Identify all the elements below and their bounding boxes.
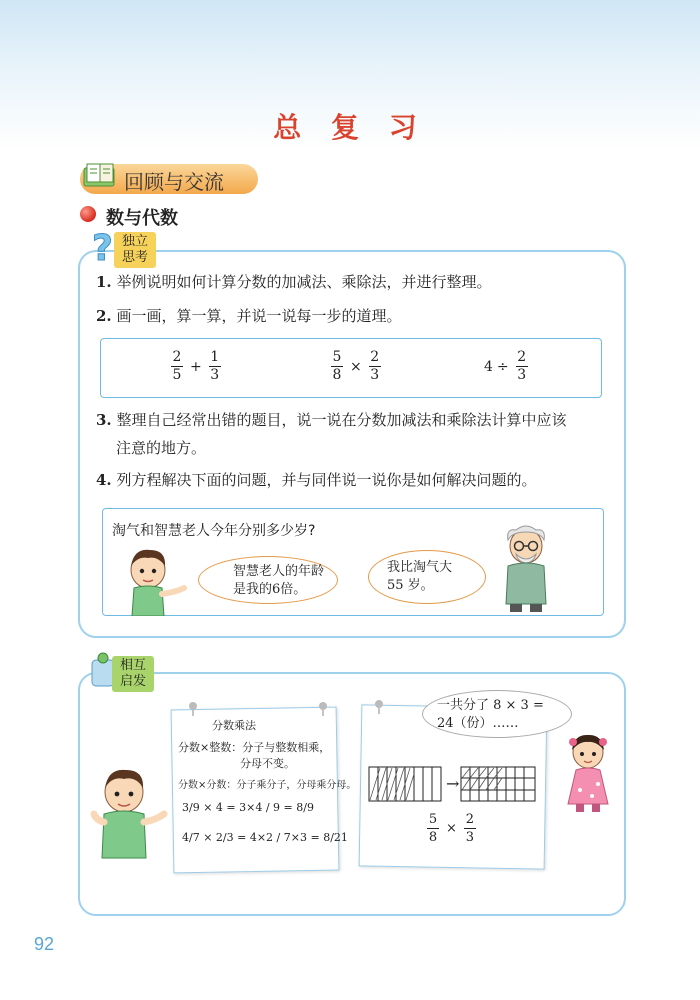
note-rule-2: 分数×分数：分子乘分子，分母乘分母。 xyxy=(178,780,357,791)
svg-text:?: ? xyxy=(92,228,113,266)
operator: + xyxy=(190,358,202,375)
badge-line-2: 思考 xyxy=(121,250,148,265)
page-title: 总 复 习 xyxy=(273,111,427,144)
note-example-1: 3/9 × 4 = 3×4 / 9 = 8/9 xyxy=(182,801,314,814)
question-text: 画一画，算一算，并说一说每一步的道理。 xyxy=(116,307,402,325)
girl-illustration xyxy=(560,730,618,814)
bubble-line: 一共分了 8 × 3 = xyxy=(437,698,544,713)
bubble-line: 55 岁。 xyxy=(387,578,434,593)
section-bullet-icon xyxy=(80,206,96,222)
girl-speech-bubble xyxy=(422,690,572,738)
badge-line-1: 独立 xyxy=(121,234,148,249)
area-model-right xyxy=(460,766,536,802)
wise-elder-illustration xyxy=(494,522,558,614)
boy-illustration xyxy=(118,544,192,616)
note-rule-1: 分数×整数：分子与整数相乘， xyxy=(178,741,331,754)
book-icon xyxy=(82,160,116,190)
note-expression: 5 8 × 2 3 xyxy=(428,812,475,845)
mutual-badge xyxy=(112,656,154,692)
boy-speech-bubble xyxy=(198,556,338,604)
expression-2: 5 8 × 2 3 xyxy=(332,349,380,383)
expression-3: 4 ÷ 2 3 xyxy=(484,349,527,383)
pushpin-icon xyxy=(318,702,328,716)
question-number: 2. xyxy=(96,307,112,325)
question-1 xyxy=(96,268,491,296)
note-example-2: 4/7 × 2/3 = 4×2 / 7×3 = 8/21 xyxy=(182,831,348,844)
story-question: 淘气和智慧老人今年分别多少岁? xyxy=(112,523,316,539)
question-text-cont: 注意的地方。 xyxy=(116,439,207,457)
question-2 xyxy=(96,302,401,330)
badge-line-1: 相互 xyxy=(119,658,146,673)
question-text: 列方程解决下面的问题，并与同伴说一说你是如何解决问题的。 xyxy=(116,471,537,489)
operator: × xyxy=(350,358,362,375)
independent-badge xyxy=(114,232,156,268)
review-tag-label: 回顾与交流 xyxy=(124,170,224,194)
operator: ÷ xyxy=(496,358,509,375)
badge-line-2: 启发 xyxy=(119,674,146,689)
note-heading: 分数乘法 xyxy=(212,719,256,732)
whole-number: 4 xyxy=(484,358,493,375)
area-model-left xyxy=(368,766,442,802)
expression-1: 2 5 + 1 3 xyxy=(172,349,220,383)
note-rule-1b: 分母不变。 xyxy=(240,757,295,770)
question-text: 整理自己经常出错的题目，说一说在分数加减法和乘除法计算中应该 xyxy=(116,411,567,429)
arrow-icon: → xyxy=(446,774,460,793)
bubble-line: 智慧老人的年龄 xyxy=(233,564,325,579)
question-number: 3. xyxy=(96,411,112,429)
operator: × xyxy=(446,821,457,836)
question-number: 1. xyxy=(96,273,112,291)
question-3 xyxy=(96,406,596,462)
page-number: 92 xyxy=(34,934,55,954)
pushpin-icon xyxy=(188,702,198,716)
section-heading: 数与代数 xyxy=(106,208,178,229)
bubble-line: 24（份）…… xyxy=(437,716,519,731)
bubble-line: 我比淘气大 xyxy=(387,560,453,575)
bubble-line: 是我的6倍。 xyxy=(233,582,307,597)
pushpin-icon xyxy=(374,700,384,714)
question-text: 举例说明如何计算分数的加减法、乘除法，并进行整理。 xyxy=(116,273,492,291)
elder-speech-bubble xyxy=(368,550,486,604)
boy-illustration-2 xyxy=(90,764,168,860)
question-4 xyxy=(96,466,536,494)
question-number: 4. xyxy=(96,471,112,489)
